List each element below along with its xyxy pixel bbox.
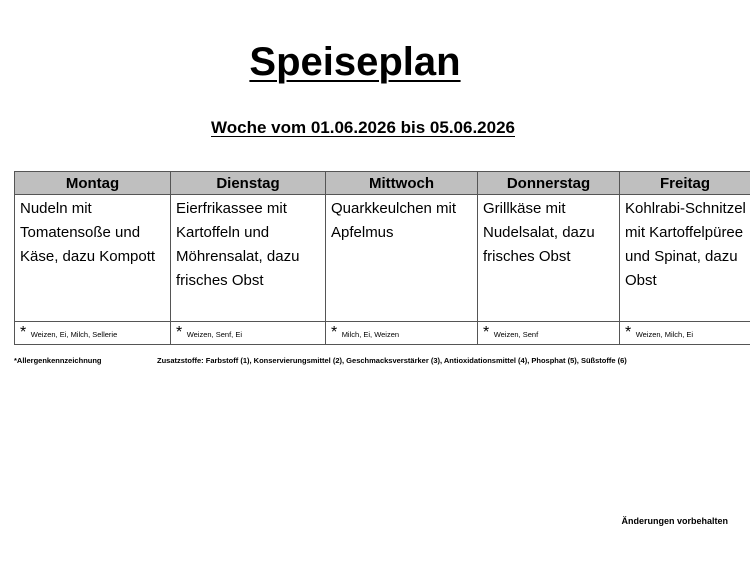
allergens-monday <box>15 322 171 345</box>
day-header-monday: Montag <box>15 172 171 195</box>
allergen-footnote: *Allergenkennzeichnung <box>14 356 102 365</box>
allergen-list: Weizen, Senf <box>493 330 539 339</box>
day-header-wednesday: Mittwoch <box>326 172 478 195</box>
allergen-list: Weizen, Senf, Ei <box>186 330 242 339</box>
allergen-row <box>15 322 750 345</box>
additives-footnote: Zusatzstoffe: Farbstoff (1), Konservierungsmittel (2), Geschmacksverstärker (3), Antioxidationsmittel (4), Phosphat (5), Süßstoffe (6) <box>157 356 627 365</box>
meal-thursday: Grillkäse mit Nudelsalat, dazu frisches Obst <box>478 195 620 322</box>
meal-tuesday: Eierfrikassee mit Kartoffeln und Möhrensalat, dazu frisches Obst <box>171 195 326 322</box>
allergen-marker: * <box>176 324 183 341</box>
page-title: Speiseplan <box>249 40 461 84</box>
disclaimer: Änderungen vorbehalten <box>621 516 728 526</box>
allergen-list: Milch, Ei, Weizen <box>341 330 400 339</box>
allergens-tuesday <box>171 322 326 345</box>
allergens-friday <box>620 322 750 345</box>
allergen-marker: * <box>20 324 27 341</box>
meal-wednesday: Quarkkeulchen mit Apfelmus <box>326 195 478 322</box>
day-header-friday: Freitag <box>620 172 750 195</box>
day-header-tuesday: Dienstag <box>171 172 326 195</box>
allergen-marker: * <box>483 324 490 341</box>
meal-friday: Kohlrabi-Schnitzel mit Kartoffelpüree und Spinat, dazu Obst <box>620 195 750 322</box>
meal-row <box>15 195 750 322</box>
allergens-thursday <box>478 322 620 345</box>
menu-table <box>14 171 750 345</box>
allergen-marker: * <box>625 324 632 341</box>
week-range: Woche vom 01.06.2026 bis 05.06.2026 <box>211 118 515 137</box>
allergen-list: Weizen, Milch, Ei <box>635 330 694 339</box>
day-header-thursday: Donnerstag <box>478 172 620 195</box>
allergens-wednesday <box>326 322 478 345</box>
allergen-list: Weizen, Ei, Milch, Sellerie <box>30 330 118 339</box>
meal-monday: Nudeln mit Tomatensoße und Käse, dazu Kompott <box>15 195 171 322</box>
allergen-marker: * <box>331 324 338 341</box>
day-header-row <box>15 172 750 195</box>
